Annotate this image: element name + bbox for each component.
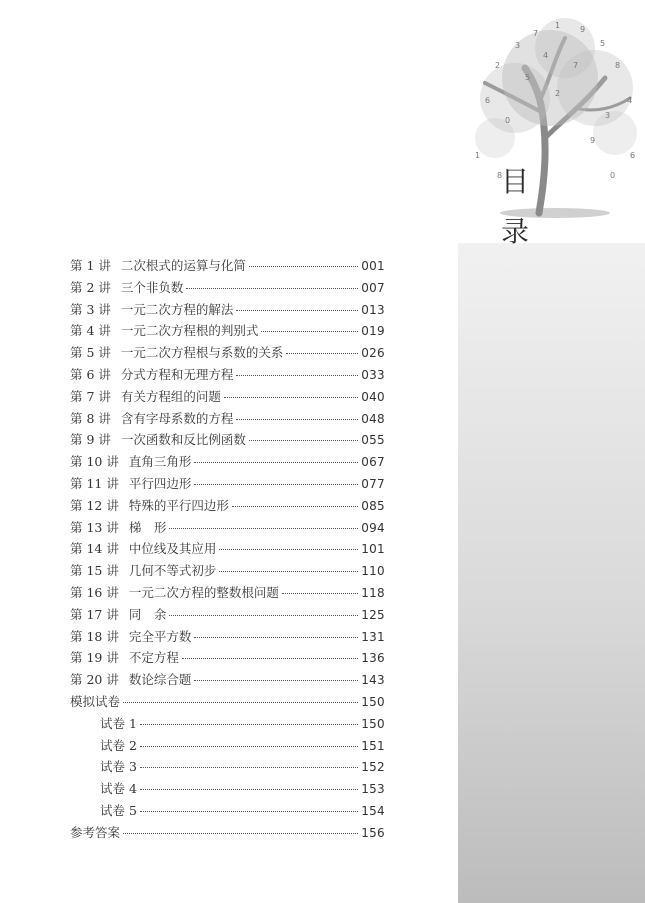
toc-entry[interactable] [70,387,385,409]
dot-leader [249,266,358,267]
toc-page-number: 094 [361,520,385,535]
toc-page-number: 150 [361,694,385,709]
dot-leader [123,833,358,834]
dot-leader [236,419,358,420]
dot-leader [186,288,358,289]
toc-entry[interactable] [70,714,385,736]
toc-page-number: 125 [361,607,385,622]
svg-text:8: 8 [497,171,503,180]
toc-lecture-number: 第 2 讲 [70,279,111,295]
toc-page-number: 067 [361,455,385,470]
toc-entry[interactable] [70,496,385,518]
toc-entry[interactable] [70,256,385,278]
toc-entry[interactable] [70,648,385,670]
toc-page-number: 048 [361,411,385,426]
toc-page-number: 153 [361,782,385,797]
toc-entry[interactable] [70,539,385,561]
toc-lecture-number: 第 12 讲 [70,497,119,513]
dot-leader [194,484,358,485]
toc-page-number: 131 [361,629,385,644]
svg-text:4: 4 [543,51,549,60]
toc-lecture-number: 第 7 讲 [70,388,111,404]
svg-text:8: 8 [615,61,621,70]
toc-title: 直角三角形 [128,454,192,470]
toc-lecture-number: 第 15 讲 [70,563,119,579]
toc-page-number: 151 [361,738,385,753]
toc-title: 梯 形 [128,519,167,535]
svg-text:6: 6 [485,96,491,105]
toc-title: 试卷 2 [100,737,137,753]
toc-entry[interactable] [70,365,385,387]
svg-text:3: 3 [605,111,611,120]
toc-lecture-number: 第 13 讲 [70,519,119,535]
toc-title: 模拟试卷 [70,693,121,709]
toc-lecture-number: 第 14 讲 [70,541,119,557]
toc-lecture-number: 第 6 讲 [70,366,111,382]
dot-leader [140,767,358,768]
svg-text:0: 0 [505,116,511,125]
toc-page-number: 101 [361,542,385,557]
heading-char-1: 目 [500,165,529,198]
toc-lecture-number: 第 4 讲 [70,323,111,339]
dot-leader [140,724,358,725]
toc-lecture-number: 第 3 讲 [70,301,111,317]
dot-leader [282,593,358,594]
toc-title: 一次函数和反比例函数 [120,432,246,448]
toc-lecture-number: 第 20 讲 [70,672,119,688]
toc-page-number: 110 [361,564,385,579]
svg-text:1: 1 [475,151,481,160]
toc-page-number: 013 [361,302,385,317]
toc-lecture-number: 第 5 讲 [70,345,111,361]
toc-entry[interactable] [70,474,385,496]
toc-page-number: 154 [361,803,385,818]
svg-text:6: 6 [630,151,636,160]
toc-page-number: 055 [361,433,385,448]
toc-entry[interactable] [70,670,385,692]
toc-page-number: 040 [361,389,385,404]
toc-title: 分式方程和无理方程 [120,366,234,382]
toc-title: 试卷 5 [100,802,137,818]
dot-leader [140,746,358,747]
table-of-contents [70,256,385,845]
toc-page-number: 026 [361,346,385,361]
dot-leader [232,506,358,507]
heading-char-2: 录 [500,215,529,248]
dot-leader [224,397,358,398]
toc-title: 参考答案 [70,824,121,840]
toc-title: 一元二次方程的整数根问题 [128,584,279,600]
dot-leader [249,440,358,441]
toc-entry[interactable] [70,430,385,452]
toc-entry[interactable] [70,736,385,758]
svg-text:5: 5 [525,73,531,82]
toc-entry[interactable] [70,343,385,365]
toc-title: 三个非负数 [120,279,184,295]
toc-title: 有关方程组的问题 [120,388,221,404]
tree-illustration [455,8,645,223]
toc-page-number: 085 [361,498,385,513]
svg-text:2: 2 [495,61,501,70]
side-panel [458,243,645,903]
dot-leader [261,331,358,332]
toc-page-number: 136 [361,651,385,666]
toc-title: 试卷 3 [100,759,137,775]
toc-title: 中位线及其应用 [128,541,217,557]
toc-entry[interactable] [70,692,385,714]
toc-title: 特殊的平行四边形 [128,497,229,513]
dot-leader [140,811,358,812]
svg-text:9: 9 [580,25,586,34]
toc-page-number: 150 [361,716,385,731]
toc-entry[interactable] [70,321,385,343]
toc-page-number: 007 [361,280,385,295]
toc-title: 含有字母系数的方程 [120,410,234,426]
toc-page-number: 019 [361,324,385,339]
toc-title: 试卷 4 [100,781,137,797]
svg-text:2: 2 [555,89,561,98]
svg-text:0: 0 [610,171,616,180]
toc-entry[interactable] [70,779,385,801]
dot-leader [194,462,358,463]
dot-leader [236,310,358,311]
svg-text:4: 4 [627,96,633,105]
toc-title: 二次根式的运算与化简 [120,258,246,273]
toc-title: 一元二次方程根与系数的关系 [120,345,284,361]
toc-lecture-number: 第 10 讲 [70,454,119,470]
dot-leader [194,637,358,638]
toc-entry[interactable] [70,518,385,540]
svg-text:3: 3 [515,41,521,50]
toc-entry[interactable] [70,278,385,300]
toc-page-number: 118 [361,585,385,600]
dot-leader [194,680,358,681]
toc-entry[interactable] [70,801,385,823]
toc-title: 平行四边形 [128,475,192,491]
toc-page-number: 152 [361,760,385,775]
toc-title: 不定方程 [128,650,179,666]
toc-title: 同 余 [128,606,167,622]
toc-title: 一元二次方程根的判别式 [120,323,259,339]
toc-entry[interactable] [70,300,385,322]
toc-entry[interactable] [70,561,385,583]
toc-title: 数论综合题 [128,672,192,688]
toc-title: 几何不等式初步 [128,563,217,579]
dot-leader [169,528,358,529]
toc-page-number: 033 [361,367,385,382]
dot-leader [286,353,358,354]
toc-lecture-number: 第 18 讲 [70,628,119,644]
toc-title: 试卷 1 [100,715,137,731]
svg-text:7: 7 [573,61,579,70]
svg-text:7: 7 [533,29,539,38]
toc-entry[interactable] [70,452,385,474]
dot-leader [123,702,358,703]
toc-entry[interactable] [70,605,385,627]
toc-lecture-number: 第 17 讲 [70,606,119,622]
svg-text:1: 1 [555,21,561,30]
toc-entry[interactable] [70,627,385,649]
dot-leader [182,658,358,659]
dot-leader [219,571,358,572]
dot-leader [140,789,358,790]
svg-text:9: 9 [590,136,596,145]
toc-lecture-number: 第 19 讲 [70,650,119,666]
dot-leader [219,549,358,550]
toc-page-number: 001 [361,259,385,273]
toc-lecture-number: 第 8 讲 [70,410,111,426]
toc-title: 完全平方数 [128,628,192,644]
svg-text:5: 5 [600,39,606,48]
toc-lecture-number: 第 11 讲 [70,475,119,491]
toc-entry[interactable] [70,583,385,605]
toc-page-number: 143 [361,673,385,688]
toc-page-number: 077 [361,476,385,491]
toc-entry[interactable] [70,409,385,431]
toc-lecture-number: 第 1 讲 [70,258,111,273]
toc-page-number: 156 [361,825,385,840]
toc-entry[interactable] [70,823,385,845]
dot-leader [169,615,358,616]
toc-title: 一元二次方程的解法 [120,301,234,317]
toc-lecture-number: 第 9 讲 [70,432,111,448]
dot-leader [236,375,358,376]
toc-entry[interactable] [70,757,385,779]
toc-lecture-number: 第 16 讲 [70,584,119,600]
